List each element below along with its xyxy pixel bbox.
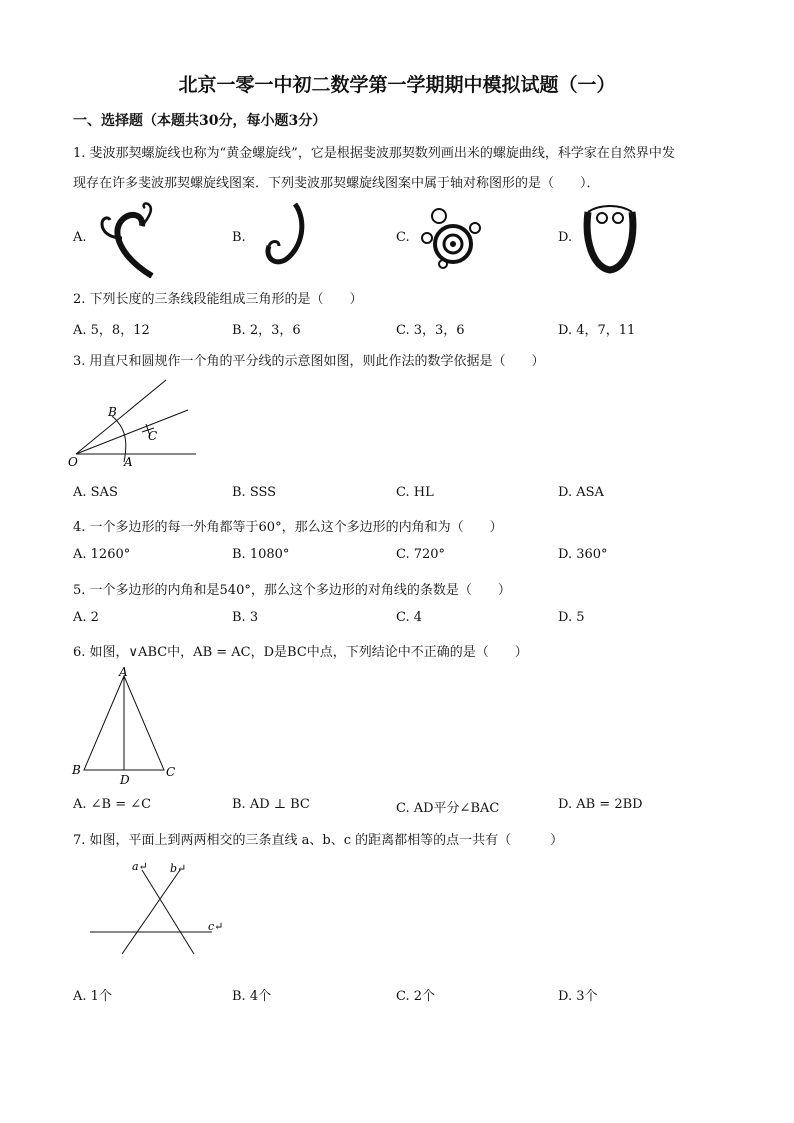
- q1-option-b-spiral-image: [255, 200, 310, 270]
- q4-option-b: B. 1080°: [232, 547, 290, 562]
- page-title: 北京一零一中初二数学第一学期期中模拟试题（一）: [178, 74, 616, 96]
- q6-label-a: A: [119, 665, 128, 679]
- q6-label-b: B: [72, 763, 81, 777]
- q3-option-d: D. ASA: [558, 485, 604, 500]
- q5-option-d: D. 5: [558, 610, 585, 625]
- q2-stem: 2. 下列长度的三条线段能组成三角形的是（ ）: [73, 292, 363, 307]
- q7-label-c: c↵: [208, 920, 224, 933]
- q3-label-a: A: [124, 455, 133, 469]
- q7-option-d: D. 3个: [558, 989, 598, 1004]
- q4-option-d: D. 360°: [558, 547, 608, 562]
- q7-label-b: b↵: [170, 862, 187, 875]
- q2-option-b: B. 2，3，6: [232, 323, 301, 338]
- q6-option-c: C. AD平分∠BAC: [396, 801, 500, 816]
- q4-option-a: A. 1260°: [73, 547, 131, 562]
- q3-label-o: O: [68, 455, 78, 469]
- q1-option-c-spiral-image: [415, 200, 485, 270]
- q7-stem: 7. 如图，平面上到两两相交的三条直线 a、b、c 的距离都相等的点一共有（ ）: [73, 833, 564, 848]
- q3-option-c: C. HL: [396, 485, 434, 500]
- q5-stem: 5. 一个多边形的内角和是540°，那么这个多边形的对角线的条数是（ ）: [73, 583, 511, 598]
- q1-stem-line1: 1. 斐波那契螺旋线也称为“黄金螺旋线”，它是根据斐波那契数列画出米的螺旋曲线，科学家在自然界中发: [73, 146, 675, 161]
- q1-option-d-symmetric-image: [580, 202, 640, 274]
- q5-option-a: A. 2: [73, 610, 99, 625]
- q4-option-c: C. 720°: [396, 547, 446, 562]
- q4-stem: 4. 一个多边形的每一外角都等于60°，那么这个多边形的内角和为（ ）: [73, 520, 503, 535]
- q1-stem-line2: 现存在许多斐波那契螺旋线图案．下列斐波那契螺旋线图案中属于轴对称图形的是（ ）．: [73, 176, 600, 191]
- q6-option-d: D. AB = 2BD: [558, 797, 643, 812]
- q7-option-b: B. 4个: [232, 989, 272, 1004]
- q7-option-c: C. 2个: [396, 989, 436, 1004]
- q1-option-a-label: A.: [73, 230, 87, 245]
- q3-option-a: A. SAS: [73, 485, 118, 500]
- q6-stem: 6. 如图，∨ABC中，AB = AC，D是BC中点，下列结论中不正确的是（ ）: [73, 645, 528, 660]
- section-heading: 一、选择题（本题共30分，每小题3分）: [73, 113, 327, 129]
- q1-option-d-label: D.: [558, 230, 573, 245]
- q5-option-b: B. 3: [232, 610, 259, 625]
- q5-option-c: C. 4: [396, 610, 423, 625]
- q1-option-a-spiral-image: [92, 198, 162, 278]
- q1-option-b-label: B.: [232, 230, 246, 245]
- q3-stem: 3. 用直尺和圆规作一个角的平分线的示意图如图，则此作法的数学依据是（ ）: [73, 354, 545, 369]
- q7-option-a: A. 1个: [73, 989, 112, 1004]
- q6-isosceles-triangle-figure: [66, 664, 186, 790]
- q2-option-d: D. 4，7，11: [558, 323, 636, 338]
- q1-option-c-label: C.: [396, 230, 410, 245]
- q3-label-b: B: [108, 405, 117, 419]
- q7-three-lines-figure: [88, 856, 228, 960]
- q6-label-c: C: [166, 765, 176, 779]
- q6-option-a: A. ∠B = ∠C: [73, 797, 152, 812]
- q3-angle-bisector-figure: [66, 376, 201, 471]
- q6-option-b: B. AD ⊥ BC: [232, 797, 310, 812]
- q3-label-c: C: [148, 429, 158, 443]
- q3-option-b: B. SSS: [232, 485, 277, 500]
- q7-label-a: a↵: [132, 860, 148, 873]
- q2-option-a: A. 5，8，12: [73, 323, 150, 338]
- q6-label-d: D: [120, 773, 130, 787]
- q2-option-c: C. 3，3，6: [396, 323, 465, 338]
